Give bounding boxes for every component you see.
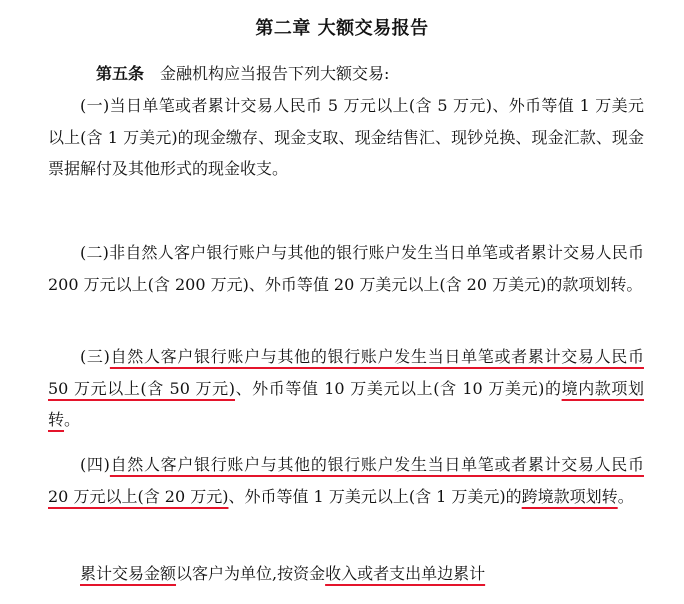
item-4-middle: 、外币等值 1 万美元以上(含 1 万美元)的: [228, 486, 522, 506]
item-3-prefix: (三): [80, 347, 110, 366]
item-4-suffix: 。: [617, 486, 634, 506]
item-3-paragraph: [48, 341, 644, 436]
item-4-prefix: (四): [80, 455, 110, 474]
closing-tail: 收入或者支出单边累计: [325, 564, 486, 583]
item-4-paragraph: [48, 449, 644, 512]
item-3-highlight: 自然人客户银行账户与其他的银行账户发生当日单笔或者累计交易人民币 50 万元以上(含 50 万元): [48, 347, 644, 398]
item-3-suffix: 。: [64, 410, 81, 429]
item-1-paragraph: (一)当日单笔或者累计交易人民币 5 万元以上(含 5 万元)、外币等值 1 万美元以上(含 1 万美元)的现金缴存、现金支取、现金结售汇、现钞兑换、现金汇款、现金票据解付及其他形式的现金收支。: [48, 96, 644, 178]
closing-term: 累计交易金额: [80, 564, 177, 583]
article-label: 第五条: [96, 64, 145, 83]
chapter-title: 第二章 大额交易报告: [255, 18, 429, 39]
closing-paragraph: [48, 558, 644, 590]
item-4-highlight: 自然人客户银行账户与其他的银行账户发生当日单笔或者累计交易人民币 20 万元以上(含 20 万元): [48, 455, 644, 506]
item-2-paragraph: (二)非自然人客户银行账户与其他的银行账户发生当日单笔或者累计交易人民币 200 万元以上(含 200 万元)、外币等值 20 万美元以上(含 20 万美元)的款项划转。: [48, 243, 644, 294]
closing-middle: 以客户为单位,按资金: [176, 564, 326, 583]
article-five-intro: [48, 58, 644, 90]
article-intro-text: 金融机构应当报告下列大额交易:: [160, 64, 390, 83]
item-3-keyword: 境内款项划转: [48, 378, 644, 429]
item-3-middle: 、外币等值 10 万美元以上(含 10 万美元)的: [235, 378, 562, 398]
item-4-keyword: 跨境款项划转: [521, 486, 618, 506]
